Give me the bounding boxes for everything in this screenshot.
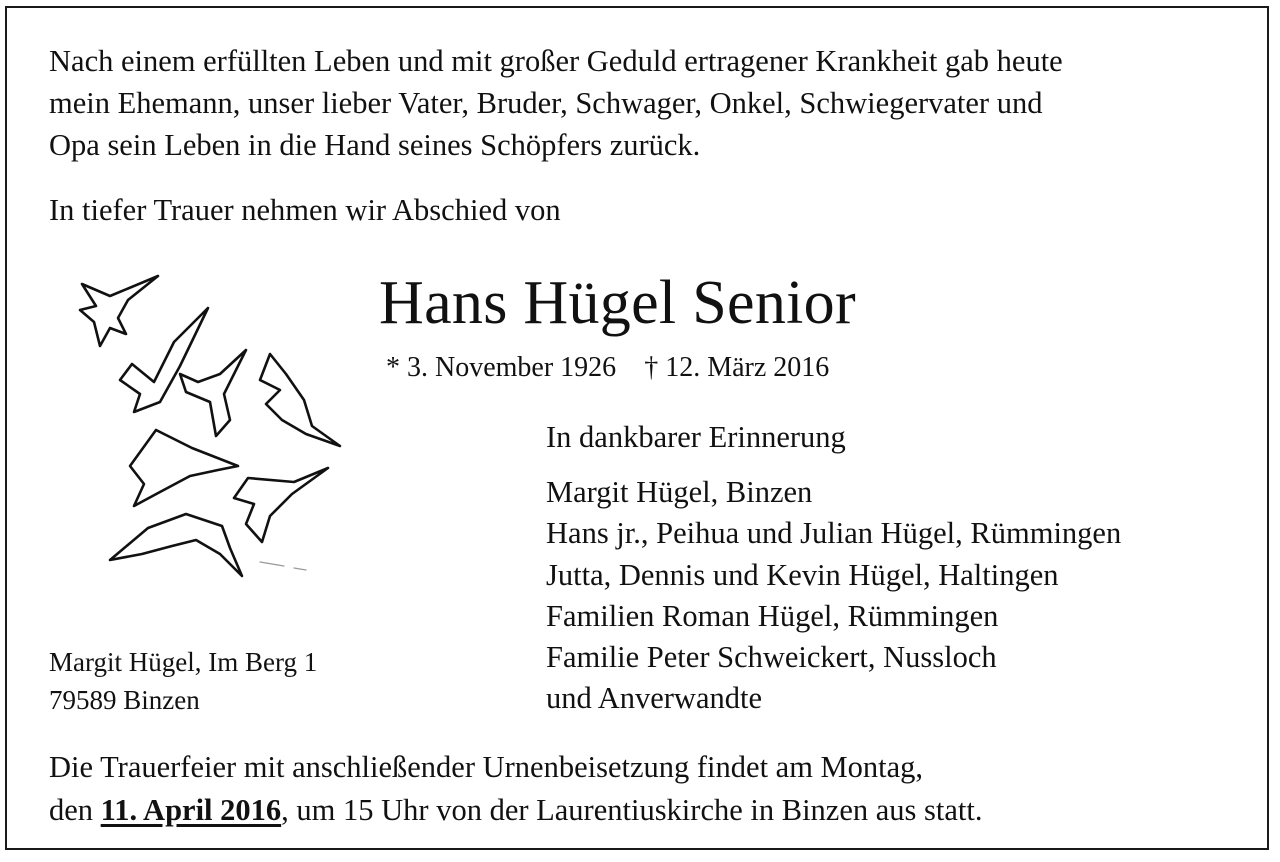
intro-line-2: mein Ehemann, unser lieber Vater, Bruder, Schwager, Onkel, Schwiegervater und [49, 86, 1043, 120]
intro-paragraph [49, 40, 1063, 166]
mourner-line: Jutta, Dennis und Kevin Hügel, Haltingen [546, 557, 1059, 592]
birds-drawing-icon [70, 270, 360, 590]
contact-address [49, 643, 317, 719]
address-line-1: Margit Hügel, Im Berg 1 [49, 647, 318, 677]
service-date: 11. April 2016 [100, 793, 282, 827]
mourner-line: und Anverwandte [546, 681, 762, 716]
mourner-line: Familie Peter Schweickert, Nussloch [546, 640, 997, 675]
service-line-1: Die Trauerfeier mit anschließender Urnenbeisetzung findet am Montag, [49, 750, 924, 784]
service-prefix: den [49, 793, 101, 827]
death-date: † 12. März 2016 [644, 352, 830, 383]
deceased-name: Hans Hügel Senior [379, 269, 856, 337]
service-suffix: , um 15 Uhr von der Laurentiuskirche in Binzen aus statt. [281, 793, 983, 827]
farewell-line: In tiefer Trauer nehmen wir Abschied von [49, 193, 561, 227]
birth-date: * 3. November 1926 [386, 352, 617, 383]
remembrance-heading: In dankbarer Erinnerung [546, 420, 846, 454]
intro-line-1: Nach einem erfüllten Leben und mit großer Geduld ertragener Krankheit gab heute [49, 44, 1063, 78]
service-line-2 [49, 789, 983, 832]
service-announcement [49, 746, 983, 832]
mourner-line: Familien Roman Hügel, Rümmingen [546, 598, 999, 633]
intro-line-3: Opa sein Leben in die Hand seines Schöpfers zurück. [49, 128, 701, 162]
mourner-line: Margit Hügel, Binzen [546, 475, 813, 509]
address-line-2: 79589 Binzen [49, 685, 200, 715]
life-dates [386, 350, 829, 386]
mourner-line: Hans jr., Peihua und Julian Hügel, Rümmingen [546, 516, 1122, 551]
mourners-list [546, 472, 1121, 720]
